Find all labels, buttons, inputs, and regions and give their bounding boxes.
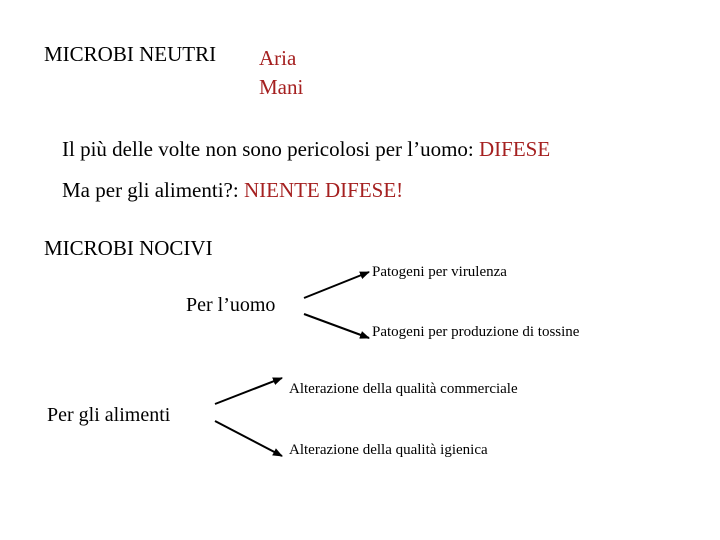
statement-alimenti-highlight: NIENTE DIFESE!	[243, 178, 404, 202]
statement-uomo-text: Il più delle volte non sono pericolosi per l’uomo:	[62, 137, 480, 161]
nocivi-title: MICROBI NOCIVI	[44, 236, 213, 260]
neutri-item-aria: Aria	[259, 46, 297, 70]
statement-uomo-highlight: DIFESE	[479, 137, 551, 161]
arrow-to-tossine	[304, 314, 369, 338]
arrow-to-commerciale	[215, 378, 282, 404]
arrow-to-igienica	[215, 421, 282, 456]
per-alimenti-label: Per gli alimenti	[47, 404, 171, 426]
neutri-title: MICROBI NEUTRI	[44, 42, 217, 66]
neutri-item-mani: Mani	[259, 75, 304, 99]
branch-patogeni-virulenza: Patogeni per virulenza	[372, 264, 507, 280]
branch-alterazione-igienica: Alterazione della qualità igienica	[289, 442, 488, 458]
branch-patogeni-tossine: Patogeni per produzione di tossine	[372, 324, 580, 340]
per-uomo-label: Per l’uomo	[186, 294, 276, 316]
branch-alterazione-commerciale: Alterazione della qualità commerciale	[289, 381, 518, 397]
statement-alimenti-text: Ma per gli alimenti?:	[62, 178, 244, 202]
arrow-to-virulenza	[304, 272, 369, 298]
